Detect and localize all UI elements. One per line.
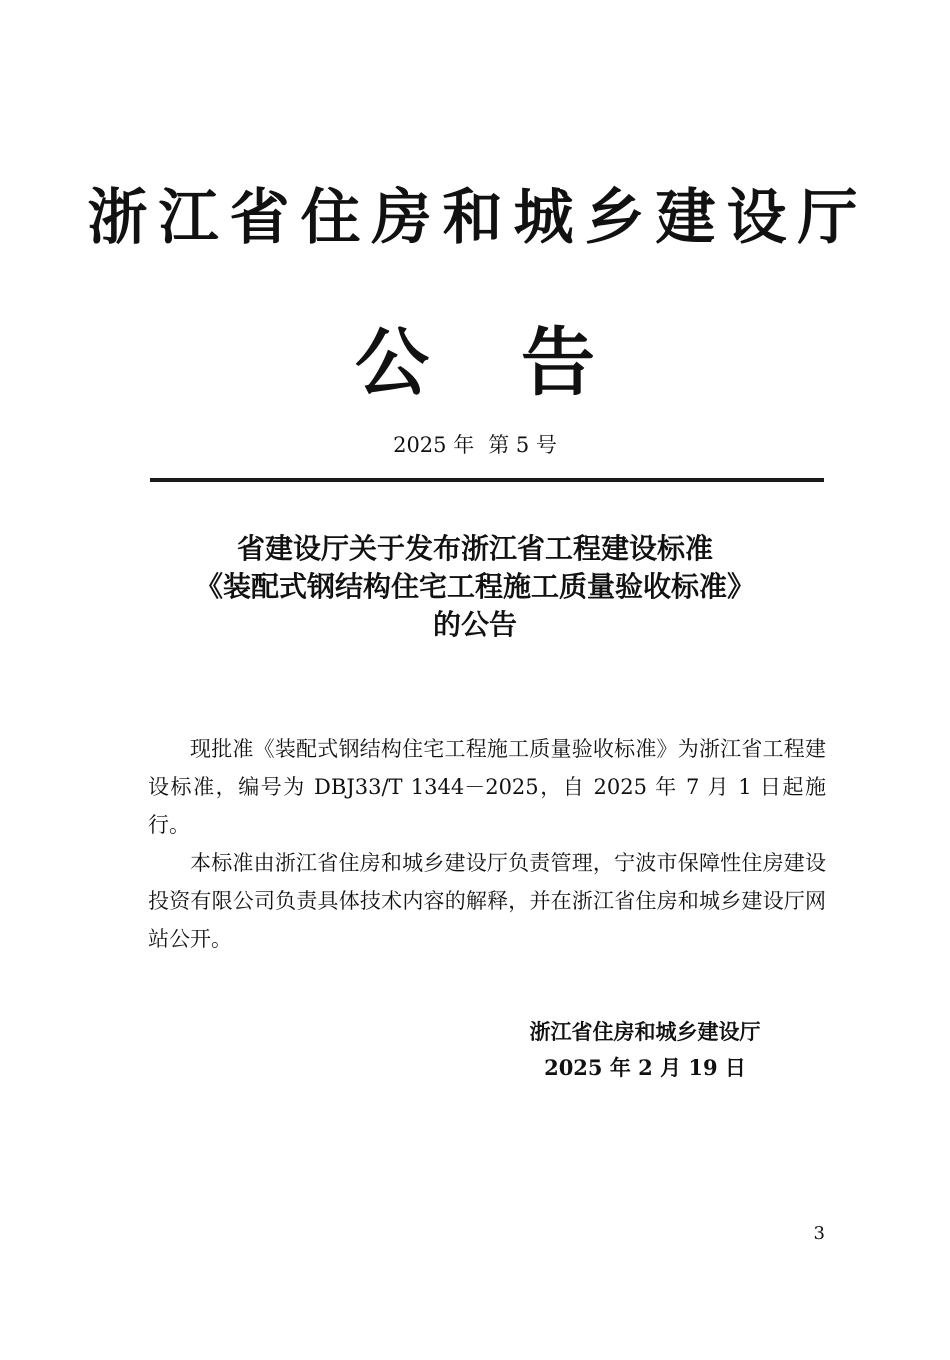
document-number-seq: 第 5 号 bbox=[488, 433, 557, 457]
body-paragraph-1: 现批准《装配式钢结构住宅工程施工质量验收标准》为浙江省工程建设标准，编号为 DBJ33/T 1344－2025，自 2025 年 7 月 1 日起施行。 bbox=[148, 737, 826, 837]
page-number: 3 bbox=[813, 1223, 825, 1244]
title-line-2: 《装配式钢结构住宅工程施工质量验收标准》 bbox=[194, 570, 755, 603]
signature-issuer: 浙江省住房和城乡建设厅 bbox=[529, 1019, 761, 1044]
issuing-agency-heading: 浙江省住房和城乡建设厅 bbox=[87, 183, 869, 253]
announcement-title bbox=[0, 530, 950, 644]
document-number-year: 2025 年 bbox=[393, 433, 475, 457]
document-type-heading bbox=[0, 318, 950, 408]
header-divider bbox=[150, 478, 824, 482]
signature-date: 2025 年 2 月 19 日 bbox=[544, 1055, 746, 1080]
document-type-char-1: 公 bbox=[355, 320, 429, 406]
announcement-body bbox=[148, 730, 826, 958]
signature-block bbox=[500, 1014, 790, 1086]
title-line-1: 省建设厅关于发布浙江省工程建设标准 bbox=[236, 532, 713, 565]
title-line-3: 的公告 bbox=[432, 608, 517, 641]
document-type-char-2: 告 bbox=[521, 320, 595, 406]
document-number bbox=[0, 430, 950, 460]
body-paragraph-2: 本标准由浙江省住房和城乡建设厅负责管理，宁波市保障性住房建设投资有限公司负责具体技术内容的解释，并在浙江省住房和城乡建设厅网站公开。 bbox=[148, 851, 826, 951]
